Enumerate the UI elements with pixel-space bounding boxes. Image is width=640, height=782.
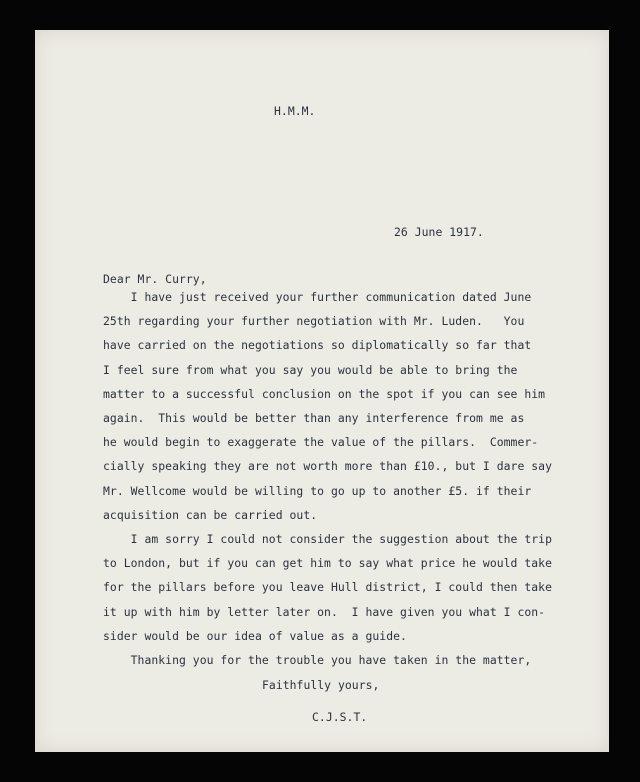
body-line: he would begin to exaggerate the value of the pillars. Commer-: [103, 435, 539, 450]
body-line: matter to a successful conclusion on the spot if you can see him: [103, 386, 546, 401]
body-line: sider would be our idea of value as a guide.: [103, 628, 407, 643]
body-line: Mr. Wellcome would be willing to go up to another £5. if their: [103, 483, 532, 498]
salutation: Dear Mr. Curry,: [103, 272, 207, 286]
body-line: to London, but if you can get him to say what price he would take: [103, 556, 553, 571]
body-line: it up with him by letter later on. I have given you what I con-: [103, 604, 546, 619]
body-line: again. This would be better than any interference from me as: [103, 411, 525, 425]
body-line: acquisition can be carried out.: [103, 507, 318, 522]
body-line: for the pillars before you leave Hull district, I could then take: [103, 580, 553, 595]
body-line: have carried on the negotiations so diplomatically so far that: [103, 338, 532, 353]
body-line: I am sorry I could not consider the suggestion about the trip: [103, 532, 553, 546]
closing: Faithfully yours,: [262, 678, 380, 692]
header-initials: H.M.M.: [274, 104, 316, 118]
body-line: I have just received your further communication dated June: [103, 290, 532, 304]
signature-initials: C.J.S.T.: [312, 710, 368, 724]
body-line: cially speaking they are not worth more than £10., but I dare say: [103, 459, 553, 474]
body-line: Thanking you for the trouble you have taken in the matter,: [103, 653, 532, 667]
body-line: I feel sure from what you say you would be able to bring the: [103, 362, 518, 377]
body-line: 25th regarding your further negotiation with Mr. Luden. You: [103, 314, 525, 329]
letter-date: 26 June 1917.: [394, 225, 484, 239]
